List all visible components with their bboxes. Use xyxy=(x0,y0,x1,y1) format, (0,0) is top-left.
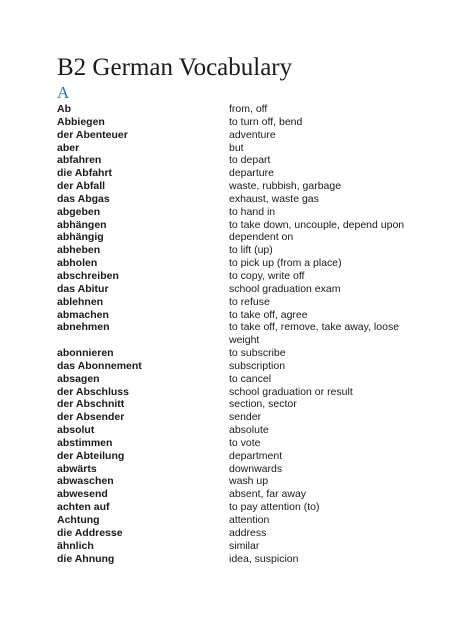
vocab-meaning: attention xyxy=(229,514,270,526)
vocab-meaning: to turn off, bend xyxy=(229,115,303,128)
vocab-meaning: departure xyxy=(229,167,274,180)
vocab-term: abmachen xyxy=(57,308,109,321)
vocab-row xyxy=(0,321,474,347)
vocab-term: ablehnen xyxy=(57,295,104,308)
vocab-meaning: waste, rubbish, garbage xyxy=(229,180,342,193)
vocab-row xyxy=(0,553,474,566)
vocab-row xyxy=(0,424,474,437)
vocab-row xyxy=(0,501,474,514)
vocab-meaning: sender xyxy=(229,411,262,424)
vocab-meaning: exhaust, waste gas xyxy=(229,192,319,205)
vocab-term: absolut xyxy=(57,424,95,437)
vocab-term: ähnlich xyxy=(57,539,94,552)
vocab-term: abonnieren xyxy=(57,347,114,360)
vocab-row xyxy=(0,244,474,257)
vocab-term: der Abteilung xyxy=(57,449,125,462)
vocab-row xyxy=(0,360,474,373)
vocab-meaning: absolute xyxy=(229,424,269,437)
vocab-term: der Abenteuer xyxy=(57,128,128,141)
vocab-term: abwaschen xyxy=(57,475,114,488)
vocab-term: das Abonnement xyxy=(57,359,142,372)
vocab-row xyxy=(0,257,474,270)
vocab-meaning: to refuse xyxy=(229,295,270,308)
vocab-row xyxy=(0,180,474,193)
vocab-meaning: to take down, uncouple, depend upon xyxy=(229,218,405,231)
vocab-term: abnehmen xyxy=(57,321,110,334)
vocab-row xyxy=(0,129,474,142)
vocab-meaning: to depart xyxy=(229,154,271,167)
vocab-meaning: to pick up (from a place) xyxy=(229,257,342,270)
vocab-row xyxy=(0,206,474,219)
vocab-meaning: idea, suspicion xyxy=(229,552,299,565)
vocab-term: die Abfahrt xyxy=(57,167,113,180)
vocab-row xyxy=(0,540,474,553)
vocab-term: abholen xyxy=(57,257,98,270)
vocab-row xyxy=(0,475,474,488)
vocab-term: das Abitur xyxy=(57,282,109,295)
vocab-meaning: to subscribe xyxy=(229,347,286,360)
vocab-term: absagen xyxy=(57,372,100,385)
vocab-row xyxy=(0,309,474,322)
vocab-row xyxy=(0,347,474,360)
vocab-row xyxy=(0,270,474,283)
vocab-row xyxy=(0,193,474,206)
vocab-row xyxy=(0,527,474,540)
vocab-meaning: similar xyxy=(229,539,260,552)
vocabulary-list xyxy=(0,103,474,565)
vocab-row xyxy=(0,296,474,309)
vocab-term: der Absender xyxy=(57,411,125,424)
vocab-term: achten auf xyxy=(57,501,110,514)
vocab-term: abstimmen xyxy=(57,436,113,449)
vocab-meaning: dependent on xyxy=(229,231,294,244)
vocab-meaning: school graduation exam xyxy=(229,282,341,295)
vocab-meaning: wash up xyxy=(229,475,269,488)
vocab-meaning: to pay attention (to) xyxy=(229,501,320,514)
vocab-term: Achtung xyxy=(57,514,100,526)
vocab-meaning: to copy, write off xyxy=(229,269,305,282)
vocab-meaning: to cancel xyxy=(229,372,272,385)
vocab-row xyxy=(0,154,474,167)
vocab-row xyxy=(0,167,474,180)
vocab-meaning: section, sector xyxy=(229,398,297,411)
vocab-row xyxy=(0,116,474,129)
vocab-meaning: but xyxy=(229,141,244,154)
vocab-term: der Abfall xyxy=(57,180,106,193)
vocab-row xyxy=(0,437,474,450)
vocab-meaning: to take off, agree xyxy=(229,308,308,321)
vocab-meaning: subscription xyxy=(229,359,286,372)
vocab-meaning: department xyxy=(229,449,283,462)
vocab-row xyxy=(0,514,474,527)
vocab-term: abwärts xyxy=(57,462,97,475)
vocab-term: Ab xyxy=(57,103,71,115)
vocab-term: Abbiegen xyxy=(57,115,105,128)
vocab-row xyxy=(0,283,474,296)
vocab-term: abhängen xyxy=(57,218,107,231)
vocab-row xyxy=(0,450,474,463)
vocab-row xyxy=(0,142,474,155)
vocab-row xyxy=(0,373,474,386)
vocab-row xyxy=(0,463,474,476)
vocab-row xyxy=(0,411,474,424)
section-heading-a: A xyxy=(57,83,70,102)
vocab-term: das Abgas xyxy=(57,192,110,205)
vocab-row xyxy=(0,103,474,116)
vocab-meaning: school graduation or result xyxy=(229,385,353,398)
vocab-row xyxy=(0,386,474,399)
vocab-term: abheben xyxy=(57,244,101,257)
page-title: B2 German Vocabulary xyxy=(57,54,293,81)
vocab-meaning: downwards xyxy=(229,462,283,475)
vocab-term: der Abschnitt xyxy=(57,398,125,411)
vocab-term: die Ahnung xyxy=(57,552,115,565)
vocab-term: aber xyxy=(57,141,80,154)
vocab-meaning: to lift (up) xyxy=(229,244,273,257)
vocab-meaning: adventure xyxy=(229,128,276,141)
vocab-term: der Abschluss xyxy=(57,385,129,398)
vocab-term: abhängig xyxy=(57,231,104,244)
vocab-row xyxy=(0,488,474,501)
vocab-term: die Addresse xyxy=(57,526,123,539)
vocab-term: abwesend xyxy=(57,488,108,501)
vocab-row xyxy=(0,219,474,232)
vocab-term: abfahren xyxy=(57,154,102,167)
vocab-meaning: absent, far away xyxy=(229,488,307,501)
vocab-meaning: address xyxy=(229,526,267,539)
vocab-meaning: to take off, remove, take away, loose weight xyxy=(229,321,400,347)
vocab-row xyxy=(0,398,474,411)
vocab-meaning: from, off xyxy=(229,103,268,115)
vocab-meaning: to hand in xyxy=(229,205,276,218)
vocab-row xyxy=(0,231,474,244)
vocab-term: abschreiben xyxy=(57,269,119,282)
vocab-term: abgeben xyxy=(57,205,101,218)
vocab-meaning: to vote xyxy=(229,436,261,449)
